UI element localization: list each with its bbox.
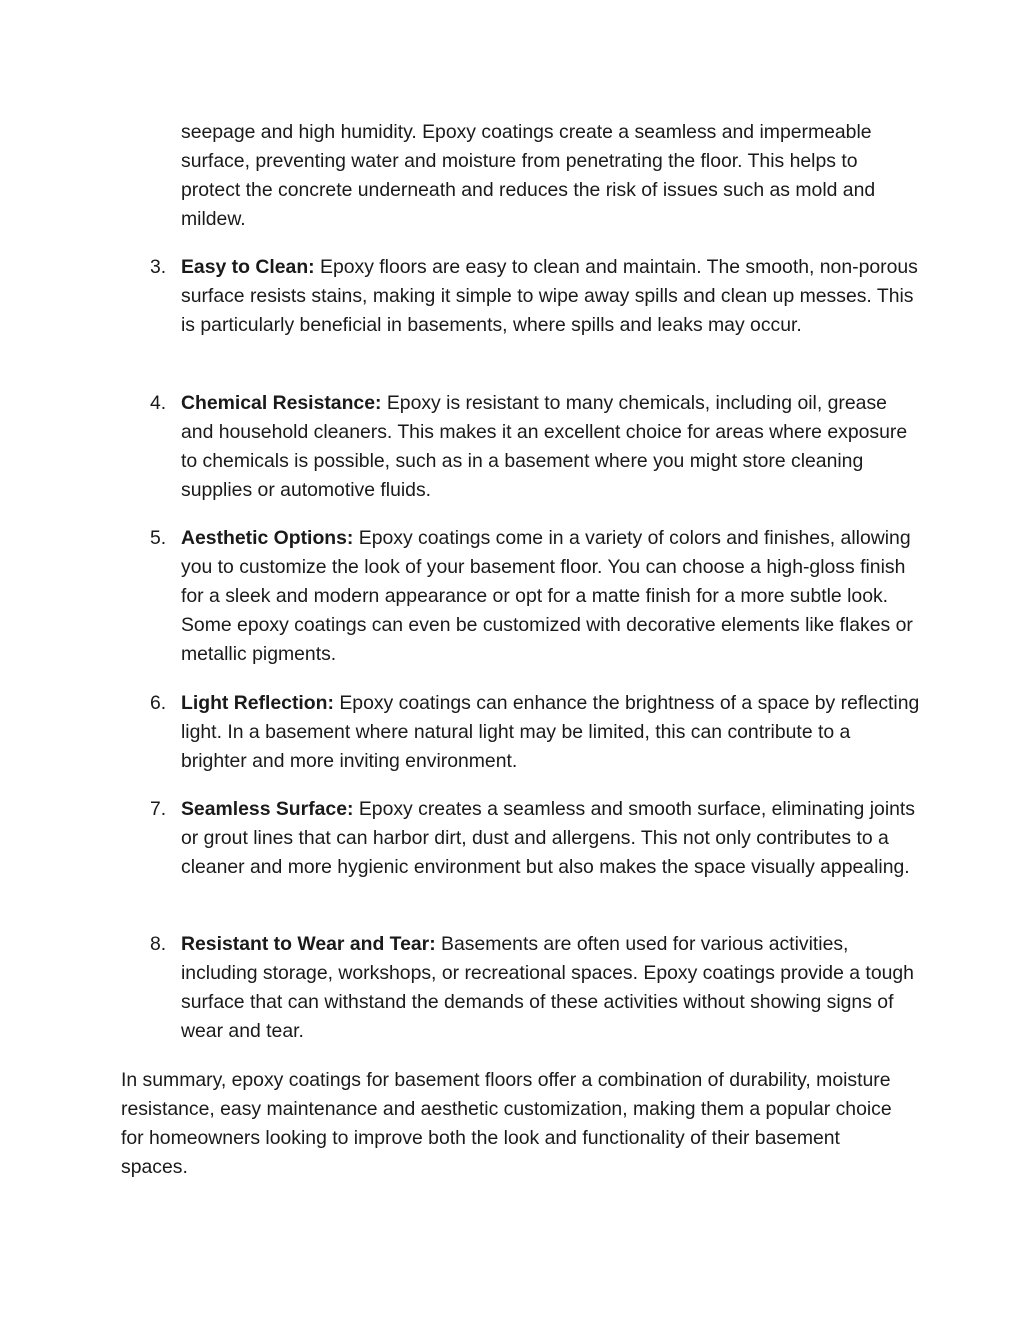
- list-number: 4.: [150, 392, 167, 414]
- continuation-paragraph: seepage and high humidity. Epoxy coatings create a seamless and impermeable surface, preventing water and moisture from penetrating the floor. This helps to protect the concrete underneath and reduces the risk of issues such as mold and mildew.: [181, 121, 876, 230]
- list-number: 5.: [150, 527, 167, 549]
- list-item-body: Epoxy coatings come in a variety of colors and finishes, allowing you to customize the look of your basement floor. You can choose a high-gloss finish for a sleek and modern appearance or opt for a matte finish for a more subtle look. Some epoxy coatings can even be customized with decorative elements like flakes or metallic pigments.: [181, 527, 913, 665]
- list-number: 6.: [150, 692, 167, 714]
- list-item-text: [181, 930, 921, 1046]
- list-item-body: Epoxy floors are easy to clean and maintain. The smooth, non-porous surface resists stains, making it simple to wipe away spills and clean up messes. This is particularly beneficial in basements, where spills and leaks may occur.: [181, 256, 918, 336]
- list-item-text: [181, 389, 921, 505]
- list-item-body: Basements are often used for various activities, including storage, workshops, or recreational spaces. Epoxy coatings provide a tough surface that can withstand the demands of these activities without showing signs of wear and tear.: [181, 933, 914, 1042]
- list-item-body: Epoxy is resistant to many chemicals, including oil, grease and household cleaners. This makes it an excellent choice for areas where exposure to chemicals is possible, such as in a basement where you might store cleaning supplies or automotive fluids.: [181, 392, 908, 501]
- summary-paragraph: In summary, epoxy coatings for basement floors offer a combination of durability, moisture resistance, easy maintenance and aesthetic customization, making them a popular choice for homeowners looking to improve both the look and functionality of their basement spaces.: [121, 1069, 892, 1178]
- list-number: 8.: [150, 933, 167, 955]
- list-item-text: [181, 524, 921, 669]
- list-item-text: [181, 795, 921, 882]
- list-item-title: Easy to Clean:: [181, 256, 315, 278]
- list-item-title: Aesthetic Options:: [181, 527, 354, 549]
- list-item-title: Resistant to Wear and Tear:: [181, 933, 436, 955]
- list-item-title: Light Reflection:: [181, 692, 334, 714]
- list-item-title: Chemical Resistance:: [181, 392, 382, 414]
- list-item-title: Seamless Surface:: [181, 798, 354, 820]
- list-item-text: [181, 253, 921, 340]
- list-number: 7.: [150, 798, 167, 820]
- list-item-body: Epoxy coatings can enhance the brightness of a space by reflecting light. In a basement where natural light may be limited, this can contribute to a brighter and more inviting environment.: [181, 692, 920, 772]
- list-number: 3.: [150, 256, 167, 278]
- list-item-body: Epoxy creates a seamless and smooth surface, eliminating joints or grout lines that can harbor dirt, dust and allergens. This not only contributes to a cleaner and more hygienic environment but also makes the space visually appealing.: [181, 798, 915, 878]
- list-item-text: [181, 689, 921, 776]
